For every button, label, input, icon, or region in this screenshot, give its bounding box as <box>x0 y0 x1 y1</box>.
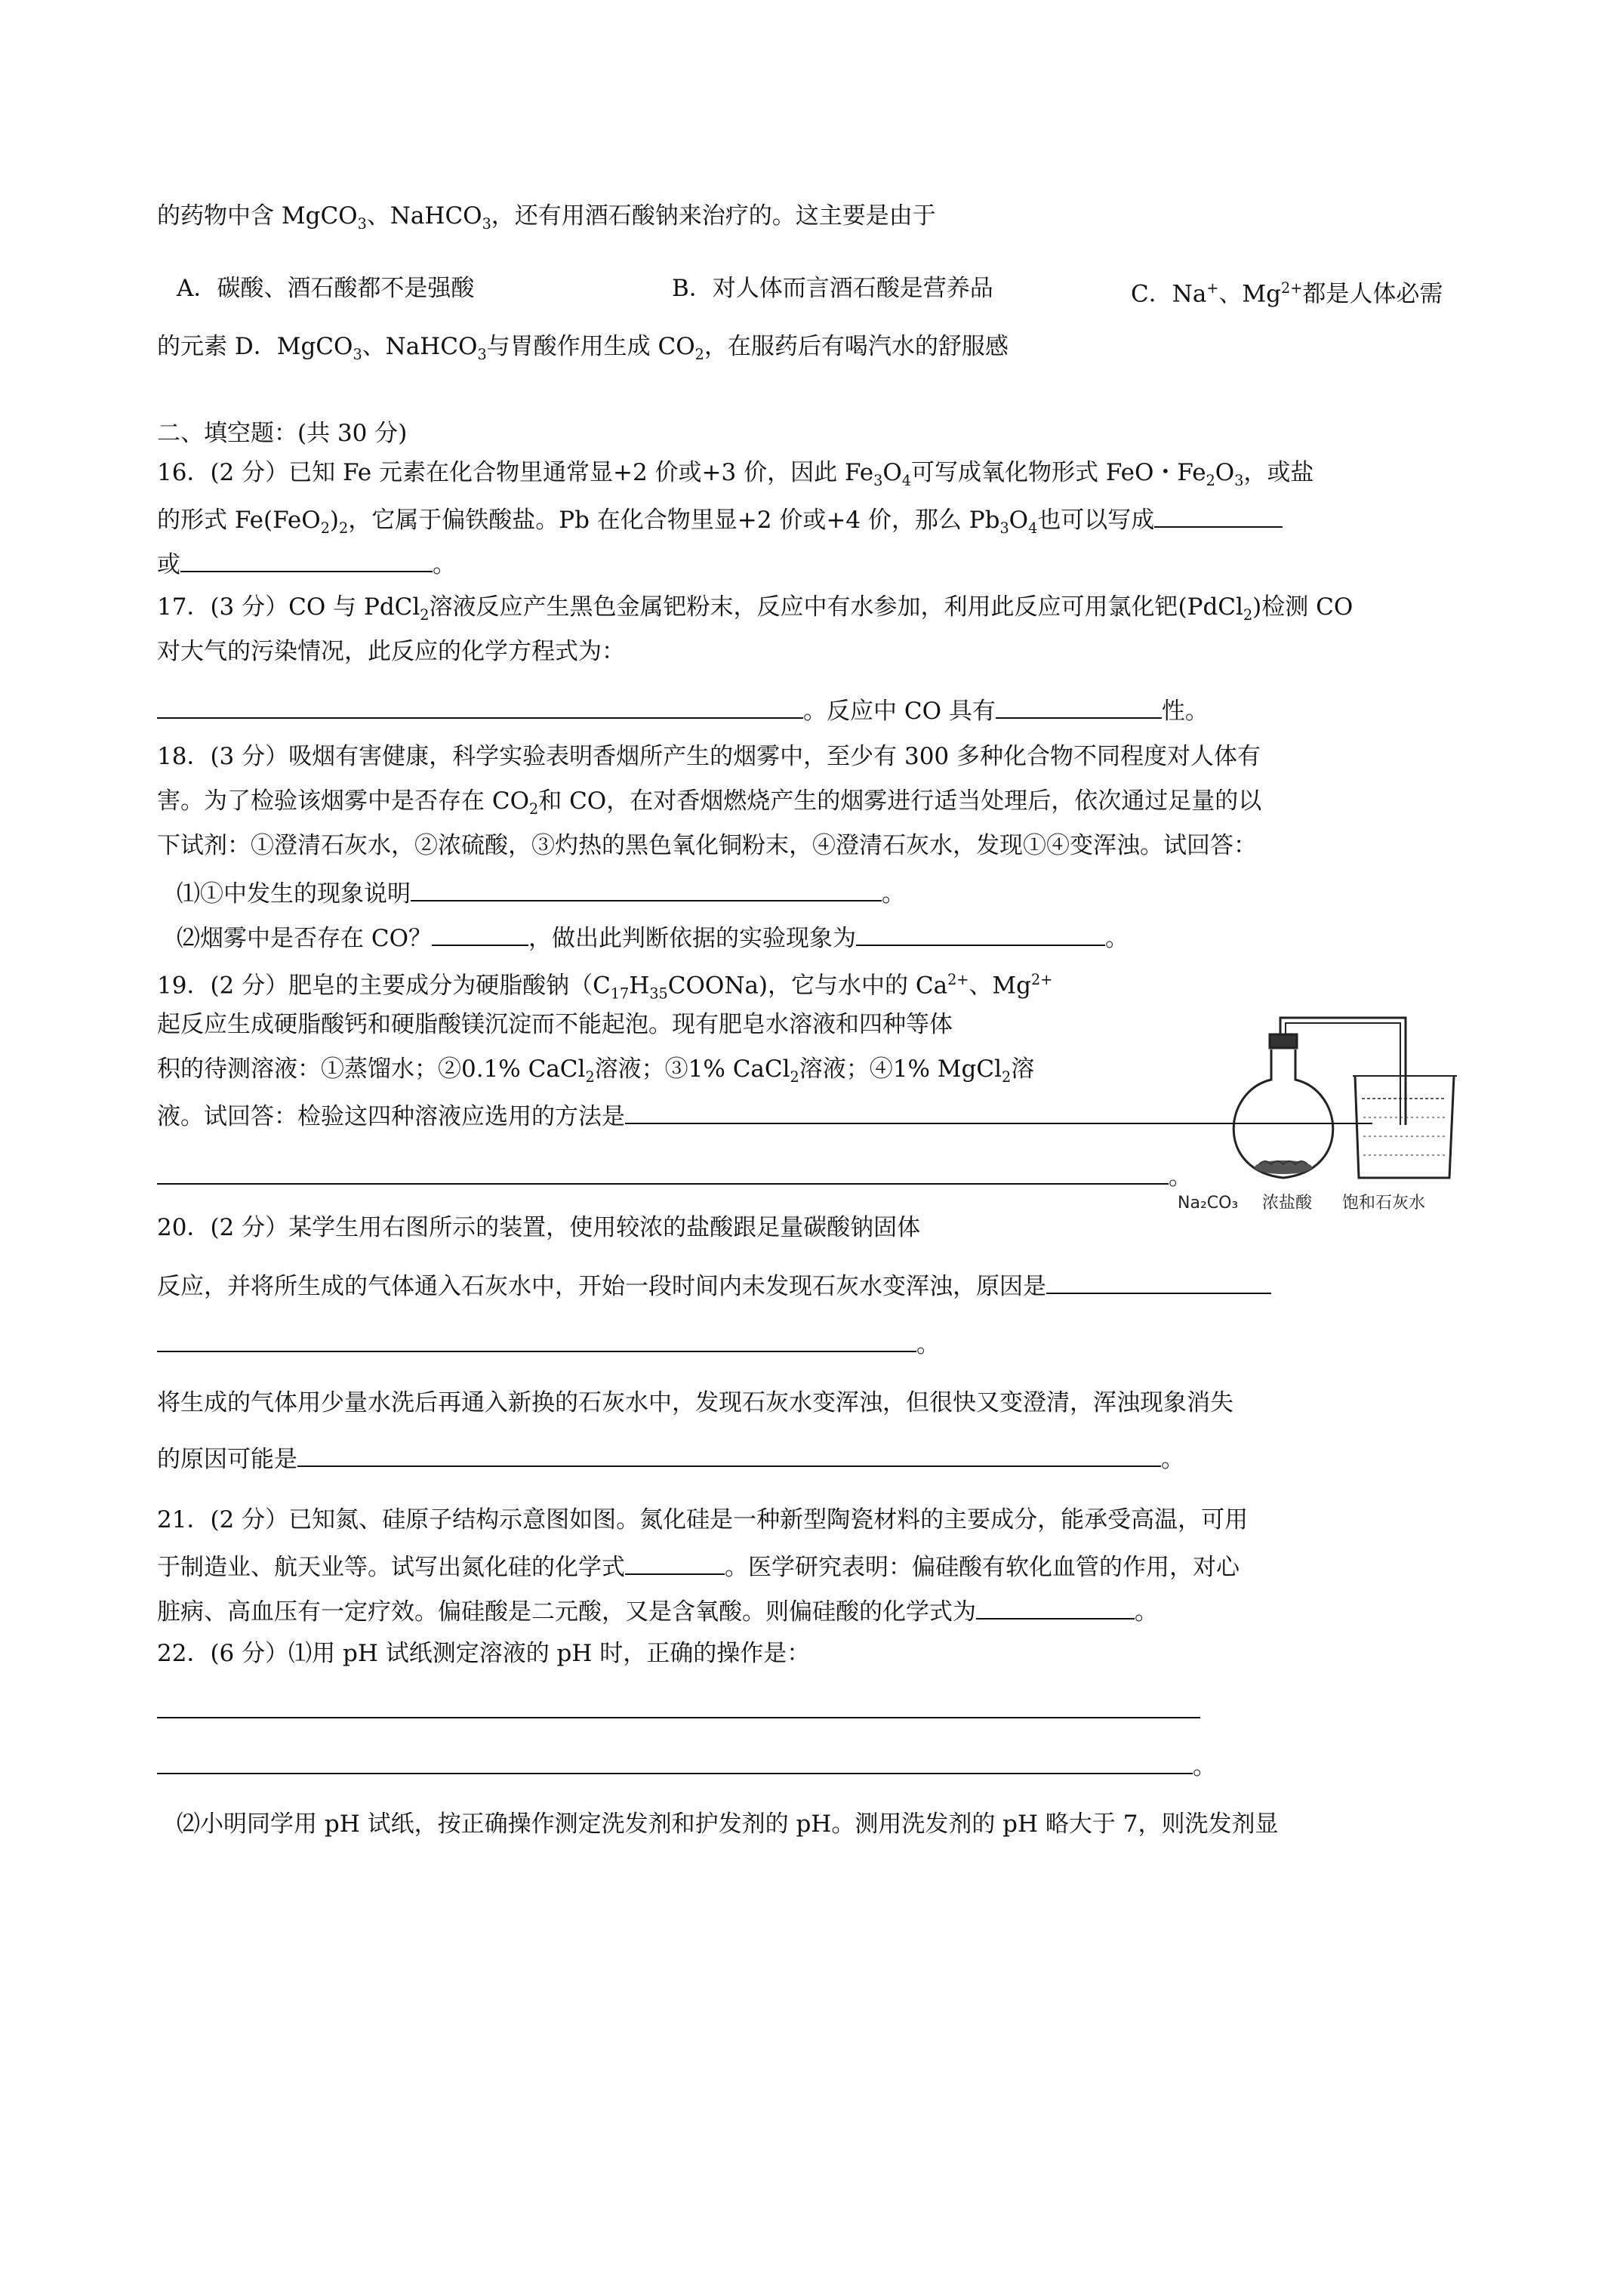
q18-line-2: 害。为了检验该烟雾中是否存在 $CO_2$和 CO，在对香烟燃烧产生的烟雾进行适当处理后，依次通过足量的以 <box>157 787 1262 818</box>
q17-line-3: 。反应中 CO 具有 性。 <box>157 693 1209 726</box>
q22-line-4: ⑵小明同学用 pH 试纸，按正确操作测定洗发剂和护发剂的 pH。测用洗发剂的 pH 略大于 7，则洗发剂显 <box>177 1811 1279 1838</box>
q21-formula-blank-1[interactable] <box>625 1549 725 1575</box>
q15-line-1: 的药物中含 MgCO$_3$、NaHCO$_3$，还有用酒石酸钠来治疗的。这主要是由于 <box>157 202 936 233</box>
q20-line-1: 20．(2 分）某学生用右图所示的装置，使用较浓的盐酸跟足量碳酸钠固体 <box>157 1214 921 1241</box>
q20-answer-blank-1[interactable] <box>1046 1268 1271 1294</box>
q20-line-2: 反应，并将所生成的气体通入石灰水中，开始一段时间内未发现石灰水变浑浊，原因是 <box>157 1268 1271 1302</box>
q20-answer-blank-2[interactable] <box>157 1327 916 1352</box>
q19-line-2: 起反应生成硬脂酸钙和硬脂酸镁沉淀而不能起泡。现有肥皂水溶液和四种等体 <box>157 1011 953 1038</box>
q20-answer-blank-3[interactable] <box>297 1441 1161 1467</box>
label-hcl: 浓盐酸 <box>1262 1194 1313 1213</box>
q19-answer-blank-2[interactable] <box>157 1159 1169 1185</box>
q17-property-blank[interactable] <box>996 693 1162 719</box>
q19-line-1: 19．(2 分）肥皂的主要成分为硬脂酸钠$(C_{17}H_{35}COONa)$，它与水中的 $Ca^{2+}$、$Mg^{2+}$ <box>157 971 1053 1003</box>
label-limewater: 饱和石灰水 <box>1342 1194 1426 1213</box>
q22-line-2 <box>157 1693 1200 1726</box>
q21-line-3: 脏病、高血压有一定疗效。偏硅酸是二元酸，又是含氧酸。则偏硅酸的化学式为 。 <box>157 1594 1158 1627</box>
q22-answer-blank-2[interactable] <box>157 1749 1193 1774</box>
q19-line-3: 积的待测溶液：①蒸馏水；②0.1% CaCl$_2$溶液；③1% CaCl$_2$溶液；④1% MgCl$_2$溶 <box>157 1056 1035 1086</box>
q20-line-4: 将生成的气体用少量水洗后再通入新换的石灰水中，发现石灰水变浑浊，但很快又变澄清，浑浊现象消失 <box>157 1389 1233 1416</box>
q19-line-5: 。 <box>157 1159 1192 1192</box>
stopper <box>1270 1034 1297 1048</box>
section-title: 二、填空题：(共 30 分) <box>157 420 408 447</box>
delivery-tube <box>1280 1018 1406 1125</box>
q16-answer-blank-1[interactable] <box>1154 502 1283 528</box>
q16-line-2: 的形式 $Fe(FeO_2)_2$，它属于偏铁酸盐。Pb 在化合物里显+2 价或+4 价，那么 $Pb_3O_4$也可以写成 <box>157 502 1283 544</box>
q21-line-2: 于制造业、航天业等。试写出氮化硅的化学式 。医学研究表明：偏硅酸有软化血管的作用，对心 <box>157 1549 1240 1583</box>
q15-line-3: 的元素 D．MgCO$_3$、NaHCO$_3$与胃酸作用生成 $CO_2$，在服药后有喝汽水的舒服感 <box>157 333 1009 364</box>
q17-line-1: 17．(3 分）CO 与 PdCl$_2$溶液反应产生黑色金属钯粉末，反应中有水参加，利用此反应可用氯化钯(PdCl$_2$)检测 CO <box>157 593 1354 624</box>
q18-line-1: 18．(3 分）吸烟有害健康，科学实验表明香烟所产生的烟雾中，至少有 300 多种化合物不同程度对人体有 <box>157 743 1261 770</box>
q18-sub-2: ⑵烟雾中是否存在 CO？ ，做出此判断依据的实验现象为 。 <box>177 920 1129 954</box>
sodium-carbonate-solid <box>1255 1160 1312 1174</box>
q15-option-c: C．Na+、$Mg^{2+}$都是人体必需 <box>1131 279 1443 308</box>
q19-line-4: 液。试回答：检验这四种溶液应选用的方法是 <box>157 1099 1372 1132</box>
q16-answer-blank-2[interactable] <box>180 547 433 572</box>
q22-line-3: 。 <box>157 1749 1216 1782</box>
q17-line-2: 对大气的污染情况，此反应的化学方程式为： <box>157 638 625 665</box>
q18-sub-1: ⑴①中发生的现象说明 。 <box>177 876 905 909</box>
q18-answer-blank-2[interactable] <box>432 920 528 946</box>
q21-line-1: 21．(2 分）已知氮、硅原子结构示意图如图。氮化硅是一种新型陶瓷材料的主要成分，能承受高温，可用 <box>157 1506 1249 1533</box>
q17-equation-blank[interactable] <box>157 693 803 719</box>
label-na2co3: Na₂CO₃ <box>1178 1194 1239 1213</box>
q18-line-3: 下试剂：①澄清石灰水，②浓硫酸，③灼热的黑色氧化铜粉末，④澄清石灰水，发现①④变浑浊。试回答： <box>157 832 1257 859</box>
q15-option-b: B．对人体而言酒石酸是营养品 <box>672 275 993 302</box>
q18-answer-blank-1[interactable] <box>411 876 882 901</box>
apparatus-diagram <box>1178 997 1480 1223</box>
q20-line-5: 的原因可能是 。 <box>157 1441 1184 1475</box>
q16-line-3: 或 。 <box>157 547 456 580</box>
q22-answer-blank-1[interactable] <box>157 1693 1200 1718</box>
q21-formula-blank-2[interactable] <box>976 1594 1135 1620</box>
q22-line-1: 22．(6 分）⑴用 pH 试纸测定溶液的 pH 时，正确的操作是： <box>157 1640 811 1667</box>
flask <box>1233 1049 1333 1178</box>
q20-line-3: 。 <box>157 1327 940 1360</box>
q18-answer-blank-3[interactable] <box>856 920 1105 946</box>
q16-line-1: 16．(2 分）已知 Fe 元素在化合物里通常显+2 价或+3 价，因此 $Fe_3O_4$可写成氧化物形式 FeO・$Fe_2O_3$，或盐 <box>157 459 1314 490</box>
q15-option-a: A．碳酸、酒石酸都不是强酸 <box>177 275 475 302</box>
